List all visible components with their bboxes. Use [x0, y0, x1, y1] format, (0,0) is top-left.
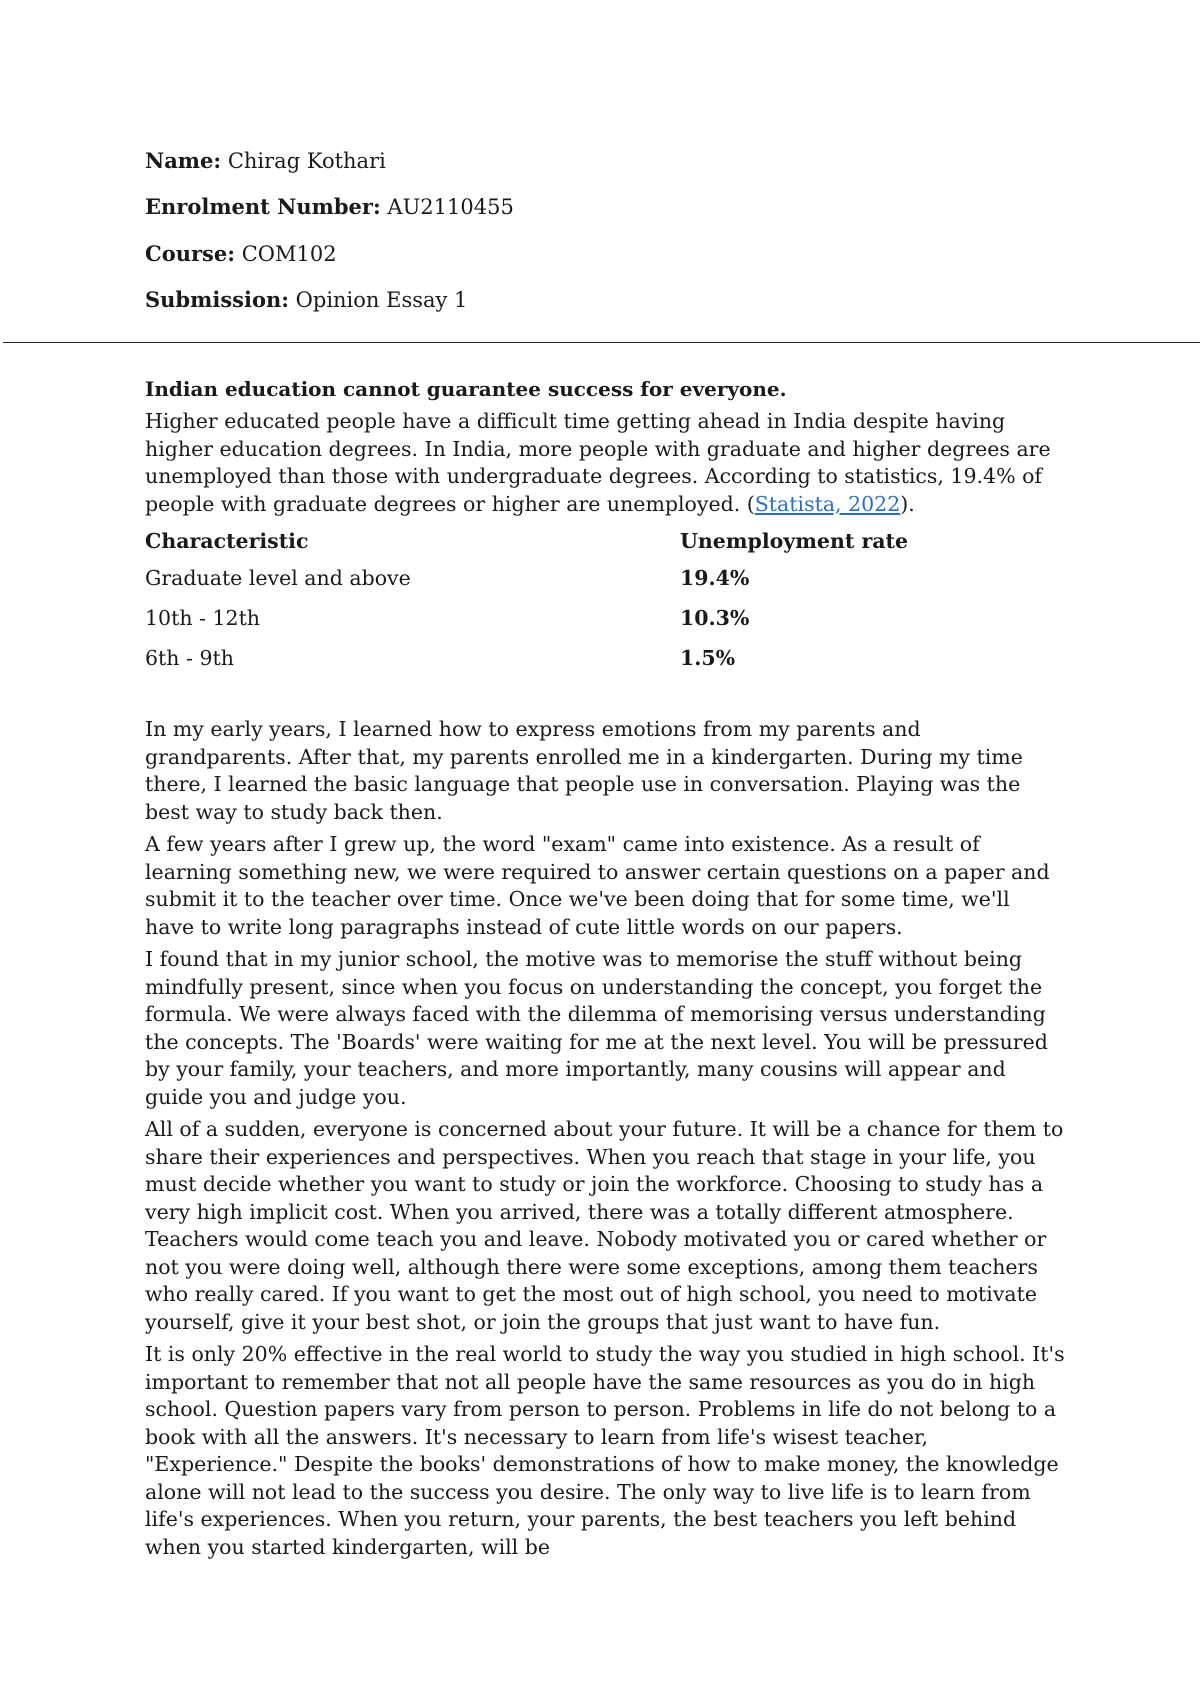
row-characteristic: Graduate level and above	[145, 566, 411, 590]
essay-title: Indian education cannot guarantee success for everyone.	[145, 377, 787, 401]
table-header-row	[145, 524, 1045, 558]
row-characteristic: 10th - 12th	[145, 606, 261, 630]
submission-value: Opinion Essay 1	[295, 288, 468, 312]
intro-close: ).	[900, 491, 915, 516]
row-rate: 19.4%	[680, 566, 750, 590]
body-paragraph-5: It is only 20% effective in the real world to study the way you studied in high school. It's important to remember that not all people have the same resources as you do in high school. Question papers vary from person to person. Problems in life do not belong to a book with all the answers. It's necessary to learn from life's wisest teacher, "Experience." Despite the books' demonstrations of how to make money, the knowledge alone will not lead to the success you desire. The only way to live life is to learn from life's experiences. When you return, your parents, the best teachers you left behind when you started kindergarten, will be	[145, 1342, 1065, 1559]
body-paragraph-1: In my early years, I learned how to express emotions from my parents and grandparents. After that, my parents enrolled me in a kindergarten. During my time there, I learned the basic language that people use in conversation. Playing was the best way to study back then.	[145, 717, 1023, 824]
essay-body	[145, 376, 1065, 1566]
row-rate: 10.3%	[680, 606, 750, 630]
body-paragraph-4: All of a sudden, everyone is concerned about your future. It will be a chance for them to share their experiences and perspectives. When you reach that stage in your life, you must decide whether you want to study or join the workforce. Choosing to study has a very high implicit cost. When you arrived, there was a totally different atmosphere. Teachers would come teach you and leave. Nobody motivated you or cared whether or not you were doing well, although there were some exceptions, among them teachers who really cared. If you want to get the most out of high school, you need to motivate yourself, give it your best shot, or join the groups that just want to have fun.	[145, 1117, 1064, 1334]
course-field	[145, 243, 337, 265]
submission-label: Submission:	[145, 287, 289, 312]
header-divider	[3, 342, 1200, 343]
table-row	[145, 638, 1045, 678]
intro-text: Higher educated people have a difficult time getting ahead in India despite having higher education degrees. In India, more people with graduate and higher degrees are unemployed than those with undergraduate degrees. According to statistics, 19.4% of people with graduate degrees or higher are unemployed. (	[145, 409, 1051, 516]
unemployment-table	[145, 524, 1045, 678]
body-paragraph-3: I found that in my junior school, the motive was to memorise the stuff without being mindfully present, since when you focus on understanding the concept, you forget the formula. We were always faced with the dilemma of memorising versus understanding the concepts. The 'Boards' were waiting for me at the next level. You will be pressured by your family, your teachers, and more importantly, many cousins will appear and guide you and judge you.	[145, 947, 1048, 1109]
enrolment-label: Enrolment Number:	[145, 194, 381, 219]
table-row	[145, 558, 1045, 598]
table-row	[145, 598, 1045, 638]
row-rate: 1.5%	[680, 646, 736, 670]
submission-field	[145, 289, 467, 311]
course-label: Course:	[145, 241, 235, 266]
name-field	[145, 150, 386, 172]
header-characteristic: Characteristic	[145, 529, 309, 553]
enrolment-value: AU2110455	[387, 195, 514, 219]
header-unemployment-rate: Unemployment rate	[680, 529, 909, 553]
body-paragraph-2: A few years after I grew up, the word "exam" came into existence. As a result of learning something new, we were required to answer certain questions on a paper and submit it to the teacher over time. Once we've been doing that for some time, we'll have to write long paragraphs instead of cute little words on our papers.	[145, 832, 1050, 939]
citation-link[interactable]: Statista, 2022	[754, 491, 901, 516]
intro-paragraph	[145, 408, 1065, 518]
name-value: Chirag Kothari	[227, 149, 386, 173]
enrolment-field	[145, 196, 514, 218]
name-label: Name:	[145, 148, 222, 173]
row-characteristic: 6th - 9th	[145, 646, 234, 670]
course-value: COM102	[241, 242, 337, 266]
